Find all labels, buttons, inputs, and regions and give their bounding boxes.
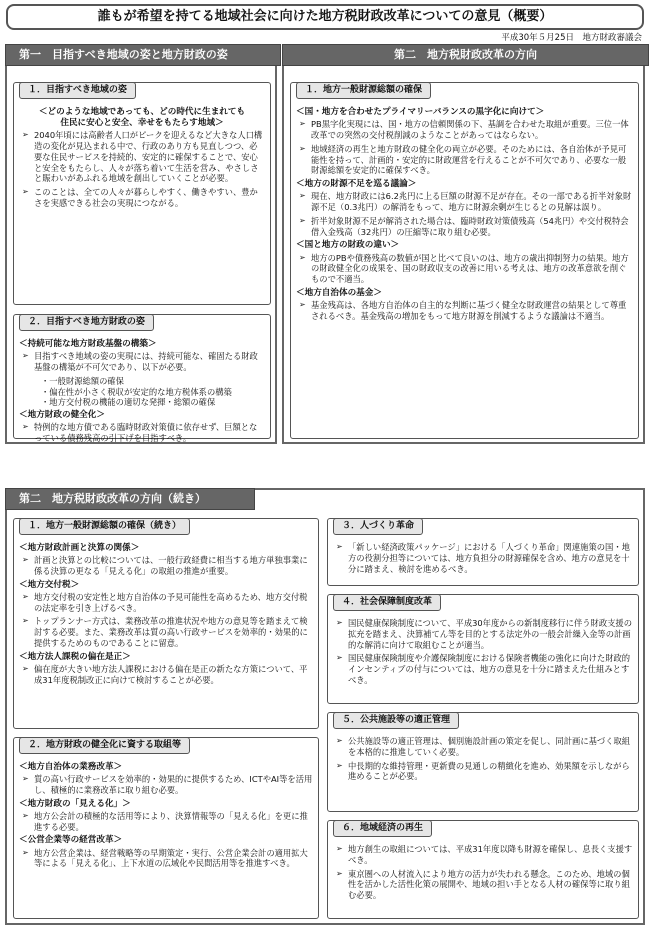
list-item [333,736,633,758]
arrow-icon: ➢ [336,736,343,745]
item-text: 地方創生の取組については、平成31年度以降も財源を確保し、息長く支援すべき。 [348,844,633,865]
subheading: ＜地方法人課税の偏在是正＞ [19,651,131,662]
box-public-facilities [327,712,639,812]
list-item [19,351,265,373]
arrow-icon: ➢ [22,187,29,197]
box-human-resources [327,518,639,586]
subheading: ＜地方自治体の基金＞ [296,287,382,298]
list-item [333,542,633,574]
section-3-heading: 第二 地方税財政改革の方向（続き） [5,488,255,510]
box-heading: １．目指すべき地域の姿 [19,82,136,99]
bullet-line: ・一般財源総額の確保 [41,375,124,386]
arrow-icon: ➢ [299,215,306,225]
arrow-icon: ➢ [22,847,29,857]
list-item [19,592,313,614]
item-text: 地方公営企業は、経営戦略等の早期策定・実行、公営企業会計の適用拡大等による「見える化」、上下水道の広域化や民間活用等を推進すべき。 [34,847,308,869]
subheading: ＜国・地方を合わせたプライマリーバランスの黒字化に向けて＞ [296,107,545,117]
bullet-line: ・地方交付税の機能の適切な発揮・総額の確保 [41,397,216,408]
box-fiscal-health [13,737,319,919]
box-heading: ３．人づくり革命 [333,518,423,535]
subheading: ＜どのような地域であっても、どの時代に生まれても 住民に安心と安全、幸せをもたらす地域＞ [38,107,246,129]
list-item [19,811,313,833]
item-text: 東京圏への人材流入により地方の活力が失われる懸念。このため、地域の個性を活かした活性化策の展開や、地域の担い手となる人材の確保等に取り組む必要。 [348,868,630,901]
subheading: ＜地方の財源不足を巡る議論＞ [296,179,417,190]
box-social-security [327,594,639,704]
subheading: ＜持続可能な地方財政基盤の構築＞ [19,339,157,349]
arrow-icon: ➢ [299,191,306,201]
item-text: PB黒字化実現には、国・地方の信頼関係の下、基調を合わせた取組が重要。三位一体改革での突然の交付税削減のようなことがあってはならない。 [311,119,629,140]
list-item [19,555,313,577]
list-item [296,216,633,238]
list-item [296,300,633,322]
item-text: 地方交付税の安定性と地方自治体の予見可能性を高めるため、地方交付税の法定率を引き上げるべき。 [34,591,308,613]
box-heading: ２．地方財政の健全化に資する取組等 [19,737,190,754]
list-item [19,616,313,648]
section-1-heading: 第一 目指すべき地域の姿と地方財政の姿 [5,44,281,66]
box-heading: ４．社会保障制度改革 [333,594,441,611]
arrow-icon: ➢ [22,351,29,361]
item-text: このことは、全ての人々が暮らしやすく、働きやすい、豊かさを実感できる社会の実現につながる。 [34,187,258,209]
subheading: ＜公営企業等の経営改革＞ [19,835,123,846]
box-target-finance [13,314,271,444]
box-general-revenue-cont [13,518,319,729]
arrow-icon: ➢ [299,300,306,310]
subheading: ＜地方交付税＞ [19,579,80,590]
item-text: 基金残高は、各地方自治体の自主的な判断に基づく健全な財政運営の結果として尊重されるべき。基金残高の増加をもって地方財源を削減するような議論は不適当。 [311,300,627,321]
item-text: 地域経済の再生と地方財政の健全化の両立が必要。そのためには、各自治体が予見可能性を持って、計画的・安定的に財政運営を行えることが不可欠であり、必要な一般財源総額を安定的に確保すべき。 [311,143,627,176]
box-heading: ６．地域経済の再生 [333,820,432,837]
arrow-icon: ➢ [22,616,29,626]
subheading: ＜国と地方の財政の違い＞ [296,240,400,251]
section-3 [5,488,645,925]
arrow-icon: ➢ [336,653,343,663]
arrow-icon: ➢ [336,542,343,551]
list-item [333,618,633,650]
arrow-icon: ➢ [22,591,29,601]
item-text: 地方のPBや債務残高の数値が国と比べて良いのは、地方の歳出抑制努力の結果。地方の財政健全化の成果を、国の財政収支の改善に用いる考えは、地方の改革意欲を削ぐもので不適当。 [311,252,629,285]
list-item [19,774,313,796]
item-text: 折半対象財源不足が解消された場合は、臨時財政対策債残高（54兆円）や交付税特会借入金残高（32兆円）の圧縮等に取り組む必要。 [311,215,629,237]
list-item [19,848,313,870]
item-text: 特例的な地方債である臨時財政対策債に依存せず、巨額となっている債務残高の引下げを目指すべき。 [34,422,258,444]
list-item [19,422,265,444]
arrow-icon: ➢ [336,868,343,878]
list-item [333,761,633,783]
bullet-line: ・偏在性が小さく税収が安定的な地方税体系の構築 [41,386,232,397]
item-text: 「新しい経済政策パッケージ」における「人づくり革命」関連施策の国・地方の役割分担等については、地方負担分の財源確保を含め、地方の意見を十分に踏まえ、検討を進めるべき。 [348,542,630,574]
arrow-icon: ➢ [299,119,306,129]
item-text: 偏在度が大きい地方法人課税における偏在是正の新たな方策について、平成31年度税制改正に向けて検討することが必要。 [34,663,308,685]
box-heading: １．地方一般財源総額の確保 [296,82,431,99]
arrow-icon: ➢ [336,760,343,770]
box-heading: ２．目指すべき地方財政の姿 [19,314,154,331]
subheading: ＜地方財政の健全化＞ [19,410,105,421]
arrow-icon: ➢ [22,422,29,432]
arrow-icon: ➢ [22,810,29,820]
list-item [296,253,633,285]
section-2 [282,44,645,444]
box-heading: ５．公共施設等の適正管理 [333,712,459,729]
item-text: 計画と決算との比較については、一般行政経費に相当する地方単独事業に係る決算の更なる「見える化」の取組の推進が重要。 [34,555,308,576]
arrow-icon: ➢ [22,663,29,673]
box-target-region [13,82,271,305]
list-item [19,130,265,184]
arrow-icon: ➢ [22,555,29,565]
arrow-icon: ➢ [336,844,343,853]
box-general-revenue [290,82,639,439]
box-regional-economy [327,820,639,919]
arrow-icon: ➢ [336,618,343,627]
arrow-icon: ➢ [299,143,306,153]
subheading: ＜地方自治体の業務改革＞ [19,762,123,772]
item-text: 中長期的な維持管理・更新費の見通しの精緻化を進め、効果額を示しながら進めることが必要。 [348,760,630,782]
arrow-icon: ➢ [22,774,29,784]
list-item [296,144,633,176]
item-text: 地方公会計の積極的な活用等により、決算情報等の「見える化」を更に推進する必要。 [34,810,308,832]
section-2-heading: 第二 地方税財政改革の方向 [282,44,649,66]
date-council: 平成30年５月25日 地方財政審議会 [501,33,642,43]
item-text: 現在、地方財政には6.2兆円に上る巨額の財源不足が存在。その一部である折半対象財源不足（0.3兆円）の解消をもって、地方に財源余剰が生じるとの見解は誤り。 [311,191,632,213]
page-title: 誰もが希望を持てる地域社会に向けた地方税財政改革についての意見（概要） [6,4,644,30]
list-item [333,869,633,901]
item-text: 国民健康保険制度について、平成30年度からの新制度移行に伴う財政支援の拡充を踏まえ、決算補てん等を目的とする法定外の一般会計繰入金等の計画的な解消に向けて取組むことが適当。 [348,618,633,650]
subheading: ＜地方財政の「見える化」＞ [19,798,131,809]
list-item [19,187,265,209]
item-text: トップランナー方式は、業務改革の推進状況や地方の意見等を踏まえて検討する必要。また、業務改革は質の高い行政サービスを効率的・効果的に提供するためのものであることに留意。 [34,616,308,649]
list-item [333,844,633,866]
item-text: 目指すべき地域の姿の実現には、持続可能な、確固たる財政基盤の構築が不可欠であり、以下が必要。 [34,351,258,372]
arrow-icon: ➢ [22,130,29,140]
item-text: 質の高い行政サービスを効率的・効果的に提供するため、ICTやAI等を活用し、積極的に業務改革に取り組む必要。 [34,774,313,795]
box-heading: １．地方一般財源総額の確保（続き） [19,518,190,535]
item-text: 国民健康保険制度や介護保険制度における保険者機能の強化に向けた財政的インセンティブの付与については、地方の意見を十分に踏まえた仕組みとすべき。 [348,653,631,685]
list-item [19,664,313,686]
item-text: 公共施設等の適正管理は、個別施設計画の策定を促し、同計画に基づく取組を本格的に推進していく必要。 [348,736,631,757]
item-text: 2040年頃には高齢者人口がピークを迎えるなど大きな人口構造の変化が見込まれる中で、行政のあり方も見直しつつ、必要な住民サービスを持続的、安定的に確保することで、安心と安全をもたらし、人々が落ち着いて生活を営み、やさしさと賑わいがあふれる地域を創出していくことが必要。 [34,130,263,184]
subheading: ＜地方財政計画と決算の関係＞ [19,543,140,553]
section-1 [5,44,277,444]
list-item [333,653,633,685]
arrow-icon: ➢ [299,252,306,262]
list-item [296,119,633,141]
list-item [296,191,633,213]
